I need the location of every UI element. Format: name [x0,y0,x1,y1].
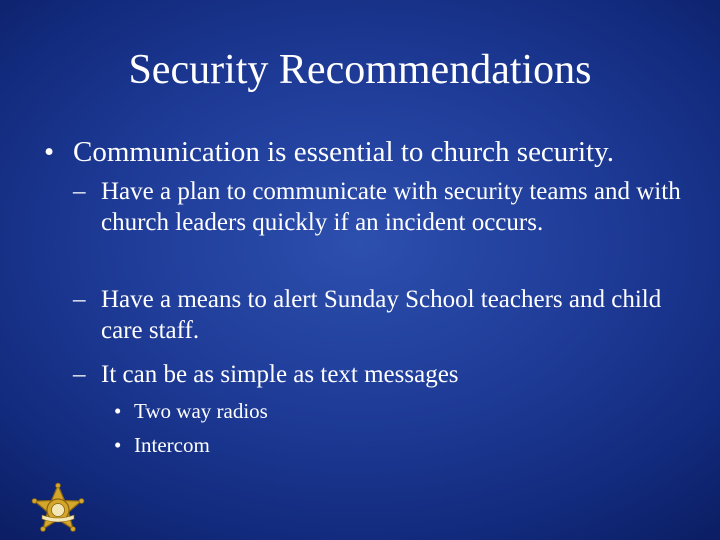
sub-bullet-means [73,284,693,346]
sub-bullet-text: Have a means to alert Sunday School teachers and child care staff. [101,286,662,344]
sub-bullet-text: Have a plan to communicate with security teams and with church leaders quickly if an incident occurs. [101,178,681,236]
bullet-text: Communication is essential to church security. [73,136,614,168]
sub-sub-bullet-marker: • [114,399,122,423]
sub-bullet-simple [73,359,693,390]
sub-sub-bullet-text: Two way radios [134,399,268,423]
sub-bullet-marker: – [73,361,86,388]
bullet-marker: • [44,136,55,168]
sheriff-star-badge-icon [30,482,86,538]
slide-title: Security Recommendations [128,47,592,93]
sub-sub-bullet-text: Intercom [134,433,210,457]
sub-bullet-marker: – [73,286,86,313]
sub-bullet-text: It can be as simple as text messages [101,361,459,388]
sub-bullet-marker: – [73,178,86,205]
sub-sub-bullet-marker: • [114,433,122,457]
sub-bullet-plan [73,176,693,238]
